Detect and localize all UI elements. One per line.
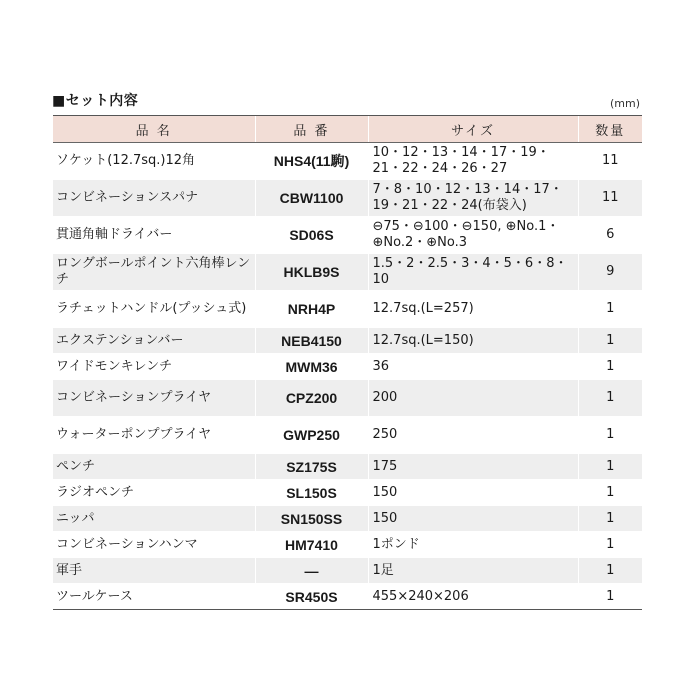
- item-qty-cell: 11: [578, 143, 642, 180]
- column-header-size: サイズ: [368, 116, 578, 143]
- table-row: [53, 417, 642, 454]
- item-qty-cell: 1: [578, 532, 642, 558]
- set-contents-table: [53, 115, 642, 610]
- item-code-cell: —: [255, 558, 368, 584]
- item-qty-cell: 1: [578, 328, 642, 354]
- item-size-cell: 12.7sq.(L=150): [368, 328, 578, 354]
- item-size-cell: 1.5・2・2.5・3・4・5・6・8・10: [368, 254, 578, 291]
- column-header-code: 品 番: [255, 116, 368, 143]
- item-name-cell: ニッパ: [53, 506, 255, 532]
- item-size-cell: 175: [368, 454, 578, 480]
- item-size-cell: 1足: [368, 558, 578, 584]
- item-qty-cell: 1: [578, 291, 642, 328]
- item-name-cell: ペンチ: [53, 454, 255, 480]
- item-qty-cell: 1: [578, 380, 642, 417]
- item-code-cell: CBW1100: [255, 180, 368, 217]
- table-row: [53, 328, 642, 354]
- table-row: [53, 354, 642, 380]
- item-qty-cell: 1: [578, 584, 642, 610]
- item-code-cell: HKLB9S: [255, 254, 368, 291]
- unit-label: (mm): [609, 97, 640, 110]
- item-qty-cell: 1: [578, 506, 642, 532]
- item-size-cell: 10・12・13・14・17・19・21・22・24・26・27: [368, 143, 578, 180]
- item-name-cell: ラチェットハンドル(プッシュ式): [53, 291, 255, 328]
- item-qty-cell: 1: [578, 558, 642, 584]
- item-qty-cell: 1: [578, 417, 642, 454]
- table-header-row: [53, 116, 642, 143]
- item-size-cell: 1ポンド: [368, 532, 578, 558]
- item-code-cell: SR450S: [255, 584, 368, 610]
- section-heading: ■セット内容: [52, 93, 139, 109]
- item-name-cell: コンビネーションハンマ: [53, 532, 255, 558]
- item-name-cell: ロングボールポイント六角棒レンチ: [53, 254, 255, 291]
- item-qty-cell: 1: [578, 480, 642, 506]
- table-row: [53, 254, 642, 291]
- item-size-cell: 455×240×206: [368, 584, 578, 610]
- item-code-cell: MWM36: [255, 354, 368, 380]
- item-name-cell: ワイドモンキレンチ: [53, 354, 255, 380]
- table-row: [53, 380, 642, 417]
- item-name-cell: ソケット(12.7sq.)12角: [53, 143, 255, 180]
- item-code-cell: NHS4(11駒): [255, 143, 368, 180]
- item-code-cell: SL150S: [255, 480, 368, 506]
- item-name-cell: 軍手: [53, 558, 255, 584]
- column-header-qty: 数量: [578, 116, 642, 143]
- item-qty-cell: 9: [578, 254, 642, 291]
- item-size-cell: ⊖75・⊖100・⊖150, ⊕No.1・⊕No.2・⊕No.3: [368, 217, 578, 254]
- item-name-cell: エクステンションバー: [53, 328, 255, 354]
- item-qty-cell: 1: [578, 454, 642, 480]
- item-code-cell: SN150SS: [255, 506, 368, 532]
- item-name-cell: ウォーターポンププライヤ: [53, 417, 255, 454]
- table-row: [53, 291, 642, 328]
- item-name-cell: 貫通角軸ドライバー: [53, 217, 255, 254]
- table-row: [53, 454, 642, 480]
- item-qty-cell: 1: [578, 354, 642, 380]
- item-name-cell: コンビネーションプライヤ: [53, 380, 255, 417]
- item-code-cell: CPZ200: [255, 380, 368, 417]
- item-size-cell: 7・8・10・12・13・14・17・19・21・22・24(布袋入): [368, 180, 578, 217]
- item-code-cell: SZ175S: [255, 454, 368, 480]
- item-code-cell: NRH4P: [255, 291, 368, 328]
- table-row: [53, 143, 642, 180]
- item-code-cell: NEB4150: [255, 328, 368, 354]
- item-name-cell: コンビネーションスパナ: [53, 180, 255, 217]
- table-row: [53, 217, 642, 254]
- item-code-cell: SD06S: [255, 217, 368, 254]
- item-size-cell: 150: [368, 506, 578, 532]
- item-size-cell: 150: [368, 480, 578, 506]
- table-row: [53, 480, 642, 506]
- column-header-name: 品 名: [53, 116, 255, 143]
- item-size-cell: 12.7sq.(L=257): [368, 291, 578, 328]
- table-row: [53, 180, 642, 217]
- item-size-cell: 200: [368, 380, 578, 417]
- table-row: [53, 584, 642, 610]
- item-name-cell: ツールケース: [53, 584, 255, 610]
- item-qty-cell: 6: [578, 217, 642, 254]
- item-qty-cell: 11: [578, 180, 642, 217]
- item-code-cell: GWP250: [255, 417, 368, 454]
- item-size-cell: 36: [368, 354, 578, 380]
- item-name-cell: ラジオペンチ: [53, 480, 255, 506]
- table-row: [53, 506, 642, 532]
- table-row: [53, 558, 642, 584]
- item-code-cell: HM7410: [255, 532, 368, 558]
- table-row: [53, 532, 642, 558]
- item-size-cell: 250: [368, 417, 578, 454]
